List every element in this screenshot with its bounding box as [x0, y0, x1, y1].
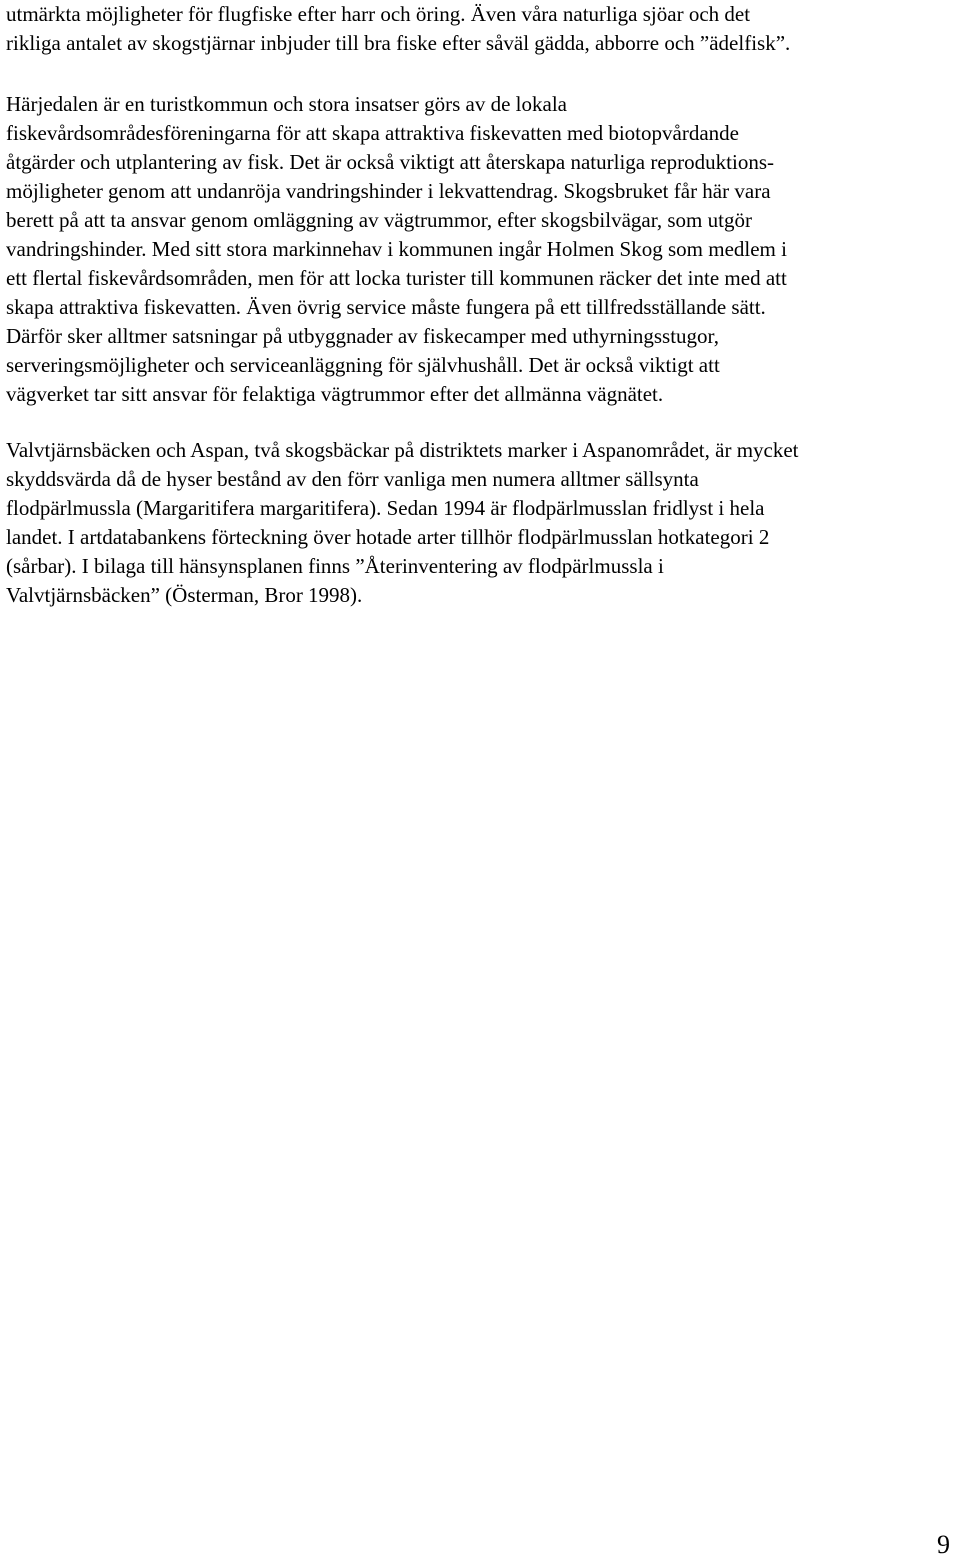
text-line: (sårbar). I bilaga till hänsynsplanen finns ”Återinventering av flodpärlmussla i [6, 554, 664, 578]
text-line: utmärkta möjligheter för flugfiske efter harr och öring. Även våra naturliga sjöar och det [6, 2, 751, 26]
text-line: vandringshinder. Med sitt stora markinnehav i kommunen ingår Holmen Skog som medlem i [6, 237, 787, 261]
text-line: berett på att ta ansvar genom omläggning av vägtrummor, efter skogsbilvägar, som utgör [6, 208, 752, 232]
text-line: möjligheter genom att undanröja vandringshinder i lekvattendrag. Skogsbruket får här vara [6, 179, 771, 203]
text-line: flodpärlmussla (Margaritifera margaritifera). Sedan 1994 är flodpärlmusslan fridlyst i hela [6, 496, 765, 520]
text-line: Valvtjärnsbäcken” (Österman, Bror 1998). [6, 583, 363, 607]
text-line: skapa attraktiva fiskevatten. Även övrig service måste fungera på ett tillfredsställande sätt. [6, 295, 766, 319]
text-line: vägverket tar sitt ansvar för felaktiga vägtrummor efter det allmänna vägnätet. [6, 382, 664, 406]
text-line: skyddsvärda då de hyser bestånd av den förr vanliga men numera alltmer sällsynta [6, 467, 699, 491]
text-line: rikliga antalet av skogstjärnar inbjuder till bra fiske efter såväl gädda, abborre och ”ädelfisk”. [6, 31, 791, 55]
text-line: Härjedalen är en turistkommun och stora insatser görs av de lokala [6, 92, 567, 116]
text-line: fiskevårdsområdesföreningarna för att skapa attraktiva fiskevatten med biotopvårdande [6, 121, 739, 145]
text-line: ett flertal fiskevårdsområden, men för att locka turister till kommunen räcker det inte med att [6, 266, 787, 290]
text-line: åtgärder och utplantering av fisk. Det är också viktigt att återskapa naturliga reproduktions- [6, 150, 774, 174]
text-line: Därför sker alltmer satsningar på utbyggnader av fiskecamper med uthyrningsstugor, [6, 324, 719, 348]
text-line: Valvtjärnsbäcken och Aspan, två skogsbäckar på distriktets marker i Aspanområdet, är mycket [6, 438, 799, 462]
page-number: 9 [937, 1530, 950, 1559]
text-line: serveringsmöjligheter och serviceanläggning för självhushåll. Det är också viktigt att [6, 353, 720, 377]
text-line: landet. I artdatabankens förteckning över hotade arter tillhör flodpärlmusslan hotkategori 2 [6, 525, 770, 549]
